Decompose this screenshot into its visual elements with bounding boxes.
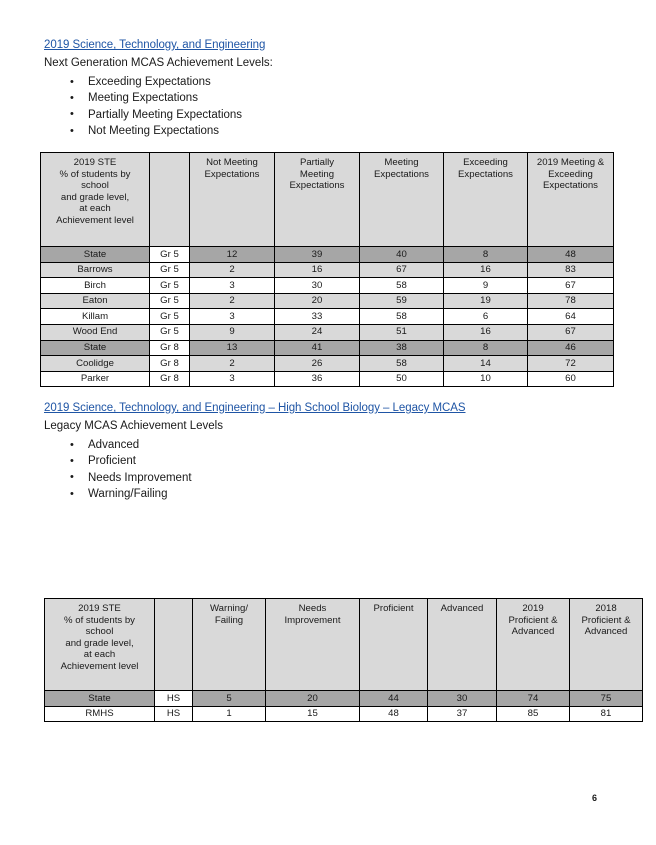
cell-grade: Gr 8 bbox=[150, 371, 190, 387]
header-line: Not Meeting bbox=[206, 157, 258, 168]
cell-value: 2 bbox=[190, 293, 275, 309]
cell-value: 16 bbox=[275, 262, 360, 278]
header-line: Expectations bbox=[458, 168, 513, 180]
header-line: Advanced bbox=[511, 626, 555, 638]
cell-school: State bbox=[45, 691, 155, 707]
header-line: Expectations bbox=[374, 168, 429, 180]
cell-value: 67 bbox=[360, 262, 444, 278]
corner-line: Achievement level bbox=[60, 660, 139, 672]
cell-value: 58 bbox=[360, 309, 444, 325]
cell-value: 50 bbox=[360, 371, 444, 387]
cell-value: 67 bbox=[528, 324, 614, 340]
header-line: Improvement bbox=[284, 614, 341, 626]
cell-value: 44 bbox=[360, 691, 428, 707]
corner-line: and grade level, bbox=[60, 191, 130, 203]
section-heading-link-ste-biology-legacy[interactable]: 2019 Science, Technology, and Engineering – High School Biology – Legacy MCAS bbox=[44, 402, 466, 414]
cell-value: 13 bbox=[190, 340, 275, 356]
cell-value: 9 bbox=[190, 324, 275, 340]
cell-value: 2 bbox=[190, 356, 275, 372]
table-row bbox=[41, 356, 614, 372]
cell-value: 67 bbox=[528, 278, 614, 294]
header-line: Advanced bbox=[584, 626, 628, 638]
cell-value: 58 bbox=[360, 356, 444, 372]
cell-value: 6 bbox=[444, 309, 528, 325]
table-row bbox=[41, 247, 614, 263]
cell-value: 9 bbox=[444, 278, 528, 294]
cell-value: 3 bbox=[190, 278, 275, 294]
cell-school: Killam bbox=[41, 309, 150, 325]
cell-value: 60 bbox=[528, 371, 614, 387]
cell-value: 19 bbox=[444, 293, 528, 309]
header-line: Warning/ bbox=[209, 603, 249, 614]
cell-grade: HS bbox=[155, 706, 193, 722]
achievement-levels-lead-legacy: Legacy MCAS Achievement Levels bbox=[44, 420, 223, 432]
cell-school: Coolidge bbox=[41, 356, 150, 372]
cell-value: 58 bbox=[360, 278, 444, 294]
cell-value: 8 bbox=[444, 340, 528, 356]
corner-line: 2019 STE bbox=[73, 157, 117, 168]
header-line: Meeting bbox=[299, 168, 335, 180]
list-item: • Meeting Expectations bbox=[44, 90, 273, 106]
table-header-row bbox=[41, 153, 614, 247]
table-header bbox=[45, 599, 643, 691]
header-line: Expectations bbox=[543, 180, 598, 192]
cell-value: 46 bbox=[528, 340, 614, 356]
column-header-warning-failing bbox=[193, 599, 266, 691]
corner-line: at each bbox=[83, 649, 116, 661]
corner-line: at each bbox=[79, 203, 111, 215]
list-item: • Exceeding Expectations bbox=[44, 74, 273, 90]
corner-line: school bbox=[85, 626, 114, 638]
table-row bbox=[41, 324, 614, 340]
cell-grade: Gr 8 bbox=[150, 356, 190, 372]
header-line: 2019 bbox=[522, 603, 544, 614]
cell-grade: Gr 8 bbox=[150, 340, 190, 356]
cell-value: 83 bbox=[528, 262, 614, 278]
cell-value: 38 bbox=[360, 340, 444, 356]
table-body bbox=[41, 247, 614, 387]
cell-value: 48 bbox=[528, 247, 614, 263]
cell-school: RMHS bbox=[45, 706, 155, 722]
corner-line: school bbox=[81, 180, 109, 192]
column-header-meeting-and-exceeding bbox=[528, 153, 614, 247]
section-heading-link-ste-2019[interactable]: 2019 Science, Technology, and Engineering bbox=[44, 39, 266, 51]
header-line: Exceeding bbox=[548, 168, 593, 180]
cell-value: 40 bbox=[360, 247, 444, 263]
list-item: • Needs Improvement bbox=[44, 470, 466, 486]
header-line: Proficient & bbox=[508, 614, 558, 626]
table-row bbox=[41, 309, 614, 325]
header-line: 2019 Meeting & bbox=[536, 157, 605, 168]
table-body bbox=[45, 691, 643, 722]
header-line: Expectations bbox=[289, 180, 345, 192]
table-row bbox=[41, 340, 614, 356]
header-line: Proficient & bbox=[581, 614, 631, 626]
cell-value: 36 bbox=[275, 371, 360, 387]
cell-value: 51 bbox=[360, 324, 444, 340]
header-line: Needs bbox=[298, 603, 327, 614]
cell-value: 81 bbox=[570, 706, 643, 722]
cell-value: 16 bbox=[444, 324, 528, 340]
column-header-not-meeting-expectations bbox=[190, 153, 275, 247]
cell-grade: Gr 5 bbox=[150, 262, 190, 278]
section-next-generation-mcas bbox=[44, 38, 273, 140]
cell-value: 24 bbox=[275, 324, 360, 340]
cell-value: 20 bbox=[275, 293, 360, 309]
section-legacy-mcas bbox=[44, 401, 466, 503]
header-line: Failing bbox=[214, 614, 244, 626]
cell-value: 3 bbox=[190, 371, 275, 387]
cell-value: 1 bbox=[193, 706, 266, 722]
table-row bbox=[41, 371, 614, 387]
cell-school: Eaton bbox=[41, 293, 150, 309]
cell-value: 37 bbox=[428, 706, 497, 722]
cell-value: 39 bbox=[275, 247, 360, 263]
cell-value: 74 bbox=[497, 691, 570, 707]
header-line: Proficient bbox=[373, 603, 414, 614]
column-header-meeting-expectations bbox=[360, 153, 444, 247]
table-row bbox=[41, 293, 614, 309]
cell-value: 16 bbox=[444, 262, 528, 278]
cell-school: Barrows bbox=[41, 262, 150, 278]
corner-line: and grade level, bbox=[65, 637, 134, 649]
column-header-2019-proficient-advanced bbox=[497, 599, 570, 691]
column-header-exceeding-expectations bbox=[444, 153, 528, 247]
cell-value: 30 bbox=[275, 278, 360, 294]
list-item: • Warning/Failing bbox=[44, 486, 466, 502]
table-row bbox=[45, 706, 643, 722]
cell-value: 14 bbox=[444, 356, 528, 372]
cell-value: 20 bbox=[266, 691, 360, 707]
cell-school: Birch bbox=[41, 278, 150, 294]
column-header-needs-improvement bbox=[266, 599, 360, 691]
cell-school: Parker bbox=[41, 371, 150, 387]
column-header-partially-meeting-expectations bbox=[275, 153, 360, 247]
table-header-row bbox=[45, 599, 643, 691]
corner-line: % of students by bbox=[59, 168, 131, 180]
corner-line: 2019 STE bbox=[78, 603, 121, 614]
cell-grade: Gr 5 bbox=[150, 309, 190, 325]
cell-school: State bbox=[41, 247, 150, 263]
cell-value: 2 bbox=[190, 262, 275, 278]
cell-value: 5 bbox=[193, 691, 266, 707]
column-header-grade bbox=[150, 153, 190, 247]
cell-value: 10 bbox=[444, 371, 528, 387]
table-row bbox=[41, 262, 614, 278]
table-header bbox=[41, 153, 614, 247]
cell-value: 72 bbox=[528, 356, 614, 372]
achievement-levels-list-legacy bbox=[44, 437, 466, 503]
cell-value: 12 bbox=[190, 247, 275, 263]
cell-grade: Gr 5 bbox=[150, 324, 190, 340]
cell-value: 78 bbox=[528, 293, 614, 309]
list-item: • Advanced bbox=[44, 437, 466, 453]
cell-value: 30 bbox=[428, 691, 497, 707]
column-header-grade bbox=[155, 599, 193, 691]
cell-grade: Gr 5 bbox=[150, 293, 190, 309]
cell-value: 64 bbox=[528, 309, 614, 325]
cell-grade: HS bbox=[155, 691, 193, 707]
corner-line: Achievement level bbox=[56, 214, 134, 226]
cell-value: 48 bbox=[360, 706, 428, 722]
cell-school: Wood End bbox=[41, 324, 150, 340]
cell-value: 85 bbox=[497, 706, 570, 722]
cell-value: 26 bbox=[275, 356, 360, 372]
cell-school: State bbox=[41, 340, 150, 356]
list-item: • Not Meeting Expectations bbox=[44, 123, 273, 139]
achievement-levels-lead-next-gen: Next Generation MCAS Achievement Levels: bbox=[44, 57, 273, 69]
achievement-levels-list-next-gen bbox=[44, 74, 273, 140]
page-number: 6 bbox=[592, 793, 598, 803]
header-line: Partially bbox=[299, 157, 335, 168]
next-generation-mcas-results-table bbox=[40, 152, 614, 387]
column-header-corner bbox=[45, 599, 155, 691]
cell-value: 8 bbox=[444, 247, 528, 263]
table-row bbox=[41, 278, 614, 294]
cell-value: 41 bbox=[275, 340, 360, 356]
cell-value: 3 bbox=[190, 309, 275, 325]
header-line: Exceeding bbox=[463, 157, 508, 168]
legacy-mcas-results-table bbox=[44, 598, 643, 722]
list-item: • Partially Meeting Expectations bbox=[44, 107, 273, 123]
column-header-2018-proficient-advanced bbox=[570, 599, 643, 691]
list-item: • Proficient bbox=[44, 453, 466, 469]
header-line: Meeting bbox=[384, 157, 419, 168]
corner-line: % of students by bbox=[64, 614, 135, 626]
cell-grade: Gr 5 bbox=[150, 278, 190, 294]
column-header-advanced bbox=[428, 599, 497, 691]
cell-value: 59 bbox=[360, 293, 444, 309]
table-row bbox=[45, 691, 643, 707]
cell-grade: Gr 5 bbox=[150, 247, 190, 263]
column-header-proficient bbox=[360, 599, 428, 691]
header-line: 2018 bbox=[595, 603, 617, 614]
column-header-corner bbox=[41, 153, 150, 247]
header-line: Advanced bbox=[440, 603, 484, 614]
header-line: Expectations bbox=[204, 168, 260, 180]
cell-value: 75 bbox=[570, 691, 643, 707]
cell-value: 33 bbox=[275, 309, 360, 325]
cell-value: 15 bbox=[266, 706, 360, 722]
